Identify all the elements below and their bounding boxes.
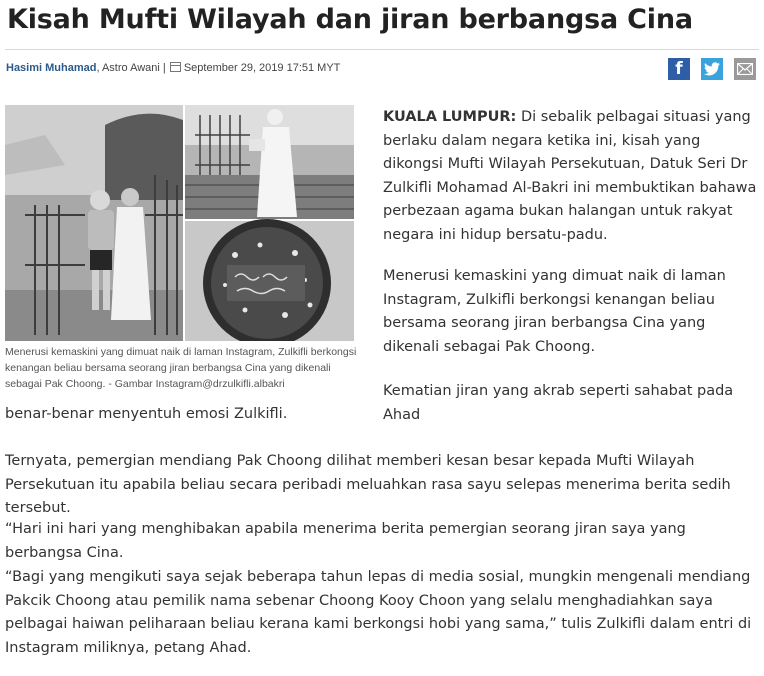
publish-date: September 29, 2019 17:51 MYT	[183, 62, 341, 74]
paragraph-1	[383, 106, 759, 247]
twitter-share-button[interactable]	[701, 58, 723, 80]
paragraph-4: Ternyata, pemergian mendiang Pak Choong dilihat memberi kesan besar kepada Mufti Wilayah Persekutuan itu apabila beliau secara peribadi meluahkan rasa sayu selepas menerima berita sedih tersebut.	[5, 453, 731, 516]
email-share-button[interactable]	[734, 58, 756, 80]
paragraph-2: Menerusi kemaskini yang dimuat naik di laman Instagram, Zulkifli berkongsi kenangan beliau bersama seorang jiran berbangsa Cina yang dikenali sebagai Pak Choong.	[383, 268, 726, 355]
photo-caption: Menerusi kemaskini yang dimuat naik di laman Instagram, Zulkifli berkongsi kenangan beliau bersama seorang jiran berbangsa Cina yang dikenali sebagai Pak Choong. - Gambar Instagram@drzulkifli.albakri	[5, 346, 357, 390]
byline	[6, 62, 340, 74]
article-photo[interactable]	[5, 105, 354, 341]
facebook-share-button[interactable]	[668, 58, 690, 80]
paragraph-5: “Hari ini hari yang menghibakan apabila menerima berita pemergian seorang jiran saya yang berbangsa Cina.	[5, 521, 686, 561]
paragraph-1-text: Di sebalik pelbagai situasi yang berlaku dalam negara ketika ini, kisah yang dikongsi Mufti Wilayah Persekutuan, Datuk Seri Dr Zulkifli Mohamad Al-Bakri ini membuktikan bahawa perbezaan agama bukan halangan untuk rakyat negara ini hidup bersatu-padu.	[383, 109, 757, 243]
paragraph-3-end: benar-benar menyentuh emosi Zulkifli.	[5, 406, 288, 422]
paragraph-6: “Bagi yang mengikuti saya sejak beberapa tahun lepas di media sosial, mungkin mengenali mendiang Pakcik Choong atau pemilik nama sebenar Choong Kooy Choon yang selalu menghadiahkan saya pelbagai haiwan peliharaan beliau kerana kami berkongsi hobi yang sama,” tulis Zulkifli dalam entri di Instagram miliknya, petang Ahad.	[5, 569, 752, 656]
paragraph-3-start: Kematian jiran yang akrab seperti sahabat pada Ahad	[383, 383, 734, 423]
author-link[interactable]: Hasimi Muhamad	[6, 62, 97, 74]
dateline: KUALA LUMPUR:	[383, 109, 517, 125]
title-divider	[5, 49, 759, 50]
facebook-icon: f	[675, 59, 683, 79]
calendar-icon	[170, 62, 181, 72]
twitter-icon	[704, 62, 720, 76]
photo-collage	[5, 105, 354, 341]
email-icon	[737, 63, 753, 75]
source-label: , Astro Awani |	[96, 62, 166, 74]
article-title: Kisah Mufti Wilayah dan jiran berbangsa Cina	[7, 4, 693, 35]
